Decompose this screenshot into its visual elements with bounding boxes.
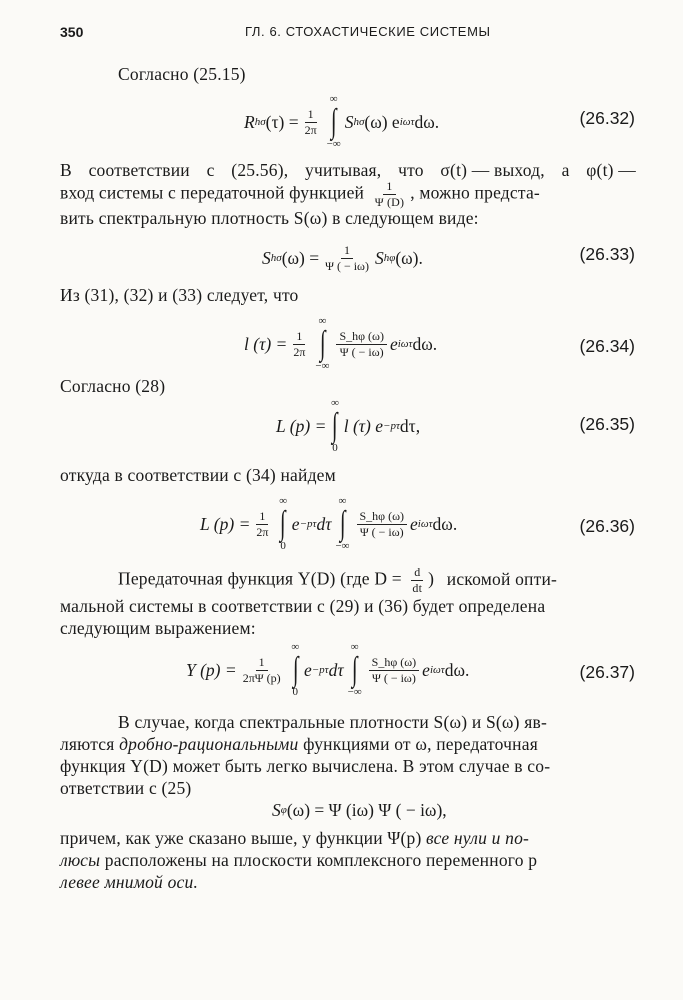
paragraph-6-line-2: мальной системы в соответствии с (29) и (36) будет определена — [60, 596, 546, 616]
integral-sign: ∞ ∫ −∞ — [315, 315, 330, 372]
equation-number: (26.36) — [579, 516, 635, 536]
equation-spectral-factorization: S φ (ω) = Ψ (iω) Ψ ( − iω), — [272, 799, 447, 820]
equation-26-32: R hσ (τ) = $\frac{1}{2\pi}$ ∞ ∫ −∞ S hσ (ω) e iωτ dω. — [244, 93, 440, 150]
paragraph-7-line-1: В случае, когда спектральные плотности S(ω) и S(ω) яв- — [118, 712, 547, 732]
equation-number: (26.35) — [579, 414, 635, 434]
equation-number: (26.33) — [579, 244, 635, 264]
paragraph-6-line-1: Передаточная функция Y(D) (где D = $\frac{d}{dt}$ ) искомой опти- — [118, 565, 558, 595]
paragraph-8-line-2: люсы расположены на плоскости комплексного переменного p — [60, 850, 538, 870]
running-head: ГЛ. 6. СТОХАСТИЧЕСКИЕ СИСТЕМЫ — [245, 24, 491, 39]
paragraph-8-line-3: левее мнимой оси. — [60, 872, 199, 892]
integral-sign: ∞ ∫ 0 — [279, 495, 288, 552]
paragraph-intro-1: Согласно (25.15) — [118, 64, 246, 84]
paragraph-7-line-4: ответствии с (25) — [60, 778, 192, 798]
paragraph-2-line-1: В соответствии с (25.56), учитывая, что σ(t) — выход, а φ(t) — — [60, 160, 636, 180]
equation-26-34: l (τ) = $\frac{1}{2\pi}$ ∞ ∫ −∞ $\frac{S\_h\varphi (\omega)}{\Psi ( - i\omega)}$ e iωτ dω. — [244, 315, 438, 372]
paragraph-2-line-3: вить спектральную плотность S(ω) в следующем виде: — [60, 208, 479, 228]
equation-26-37: Y (p) = $\frac{1}{2\pi\Psi (p)}$ ∞ ∫ 0 e −pτ dτ ∞ ∫ −∞ $\frac{S\_h\varphi (\omega)}{\Psi ( - i\omega)}$ e iωτ dω. — [186, 641, 470, 698]
page-number: 350 — [60, 24, 84, 40]
equation-number: (26.34) — [579, 336, 635, 356]
equation-26-33: S hσ (ω) = $\frac{1}{\Psi ( - i\omega)}$ S hφ (ω). — [262, 242, 423, 273]
paragraph-7-line-3: функция Y(D) может быть легко вычислена. В этом случае в со- — [60, 756, 551, 776]
paragraph-4: Согласно (28) — [60, 376, 166, 396]
equation-26-35: L (p) = ∞ ∫ 0 l (τ) e −pτ dτ, — [276, 397, 421, 454]
integral-sign: ∞ ∫ 0 — [331, 397, 339, 454]
paragraph-8-line-1: причем, как уже сказано выше, у функции Ψ(p) все нули и по- — [60, 828, 530, 848]
integral-sign: ∞ ∫ −∞ — [335, 495, 350, 552]
paragraph-5: откуда в соответствии с (34) найдем — [60, 465, 336, 485]
integral-sign: ∞ ∫ 0 — [291, 641, 300, 698]
paragraph-7-line-2: ляются дробно-рациональными функциями от ω, передаточная — [60, 734, 538, 754]
equation-number: (26.32) — [579, 108, 635, 128]
equation-26-36: L (p) = $\frac{1}{2\pi}$ ∞ ∫ 0 e −pτ dτ ∞ ∫ −∞ $\frac{S\_h\varphi (\omega)}{\Psi ( - i\omega)}$ e iωτ dω. — [200, 495, 458, 552]
paragraph-2-line-2: вход системы с передаточной функцией $\frac{1}{\Psi (D)}$ , можно предста- — [60, 179, 540, 209]
paragraph-3: Из (31), (32) и (33) следует, что — [60, 285, 299, 305]
equation-number: (26.37) — [579, 662, 635, 682]
integral-sign: ∞ ∫ −∞ — [326, 93, 341, 150]
integral-sign: ∞ ∫ −∞ — [347, 641, 362, 698]
paragraph-6-line-3: следующим выражением: — [60, 618, 256, 638]
